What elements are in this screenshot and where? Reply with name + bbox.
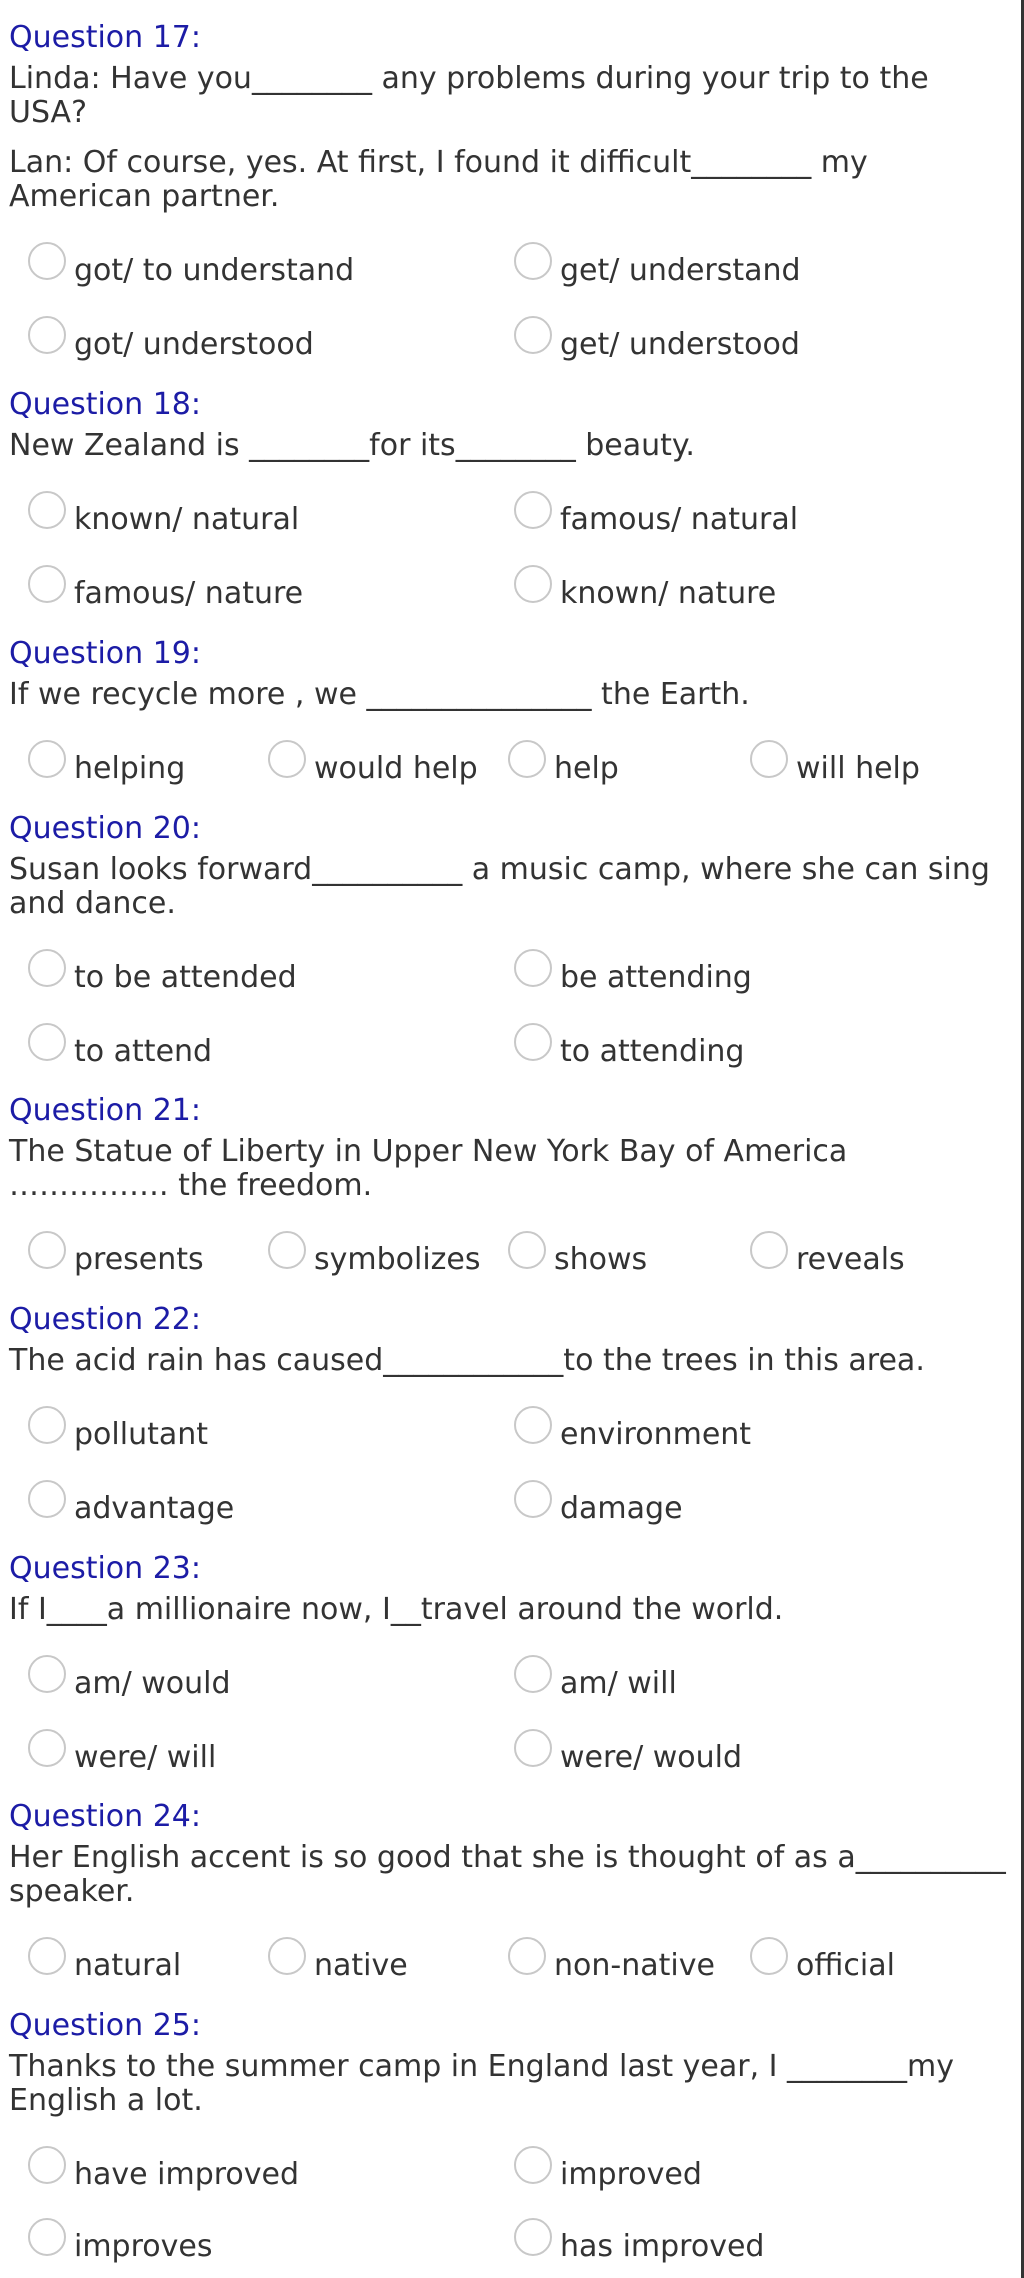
radio-button[interactable]: [514, 1655, 552, 1693]
radio-button[interactable]: [28, 949, 66, 987]
radio-button[interactable]: [514, 1406, 552, 1444]
option-label: known/ natural: [74, 502, 300, 537]
option-d[interactable]: [514, 1027, 744, 1071]
option-label: to attend: [74, 1034, 213, 1069]
option-label: natural: [74, 1948, 182, 1983]
option-label: damage: [560, 1491, 683, 1526]
option-label: were/ would: [560, 1740, 743, 1775]
option-label: pollutant: [74, 1417, 209, 1452]
question-title: Question 19:: [9, 636, 201, 671]
radio-button[interactable]: [268, 1231, 306, 1269]
option-b[interactable]: [268, 744, 478, 788]
option-c[interactable]: [28, 569, 303, 613]
option-b[interactable]: [514, 495, 798, 539]
option-label: presents: [74, 1242, 204, 1277]
option-label: famous/ nature: [74, 576, 304, 611]
question-title: Question 25:: [9, 2008, 201, 2043]
option-label: to be attended: [74, 960, 297, 995]
option-label: got/ to understand: [74, 253, 355, 288]
question-stem: Thanks to the summer camp in England last year, I ________my English a lot.: [9, 2049, 955, 2118]
option-label: am/ would: [74, 1666, 231, 1701]
question-stem: Linda: Have you________ any problems during your trip to the USA?: [9, 61, 929, 130]
option-label: were/ will: [74, 1740, 217, 1775]
radio-button[interactable]: [268, 1937, 306, 1975]
radio-button[interactable]: [28, 491, 66, 529]
radio-button[interactable]: [28, 1406, 66, 1444]
question-stem: Her English accent is so good that she is thought of as a__________ speaker.: [9, 1840, 1006, 1909]
question-title: Question 18:: [9, 387, 201, 422]
radio-button[interactable]: [28, 1937, 66, 1975]
radio-button[interactable]: [514, 491, 552, 529]
radio-button[interactable]: [28, 1231, 66, 1269]
option-c[interactable]: [28, 1484, 234, 1528]
option-c[interactable]: [28, 2222, 212, 2266]
option-c[interactable]: [508, 744, 619, 788]
radio-button[interactable]: [508, 1231, 546, 1269]
radio-button[interactable]: [750, 740, 788, 778]
question-stem: The Statue of Liberty in Upper New York Bay of America ……………. the freedom.: [9, 1134, 848, 1203]
option-label: helping: [74, 751, 186, 786]
option-label: improved: [560, 2157, 702, 2192]
option-c[interactable]: [508, 1235, 647, 1279]
option-a[interactable]: [28, 1410, 208, 1454]
question-title: Question 20:: [9, 811, 201, 846]
radio-button[interactable]: [514, 565, 552, 603]
option-label: famous/ natural: [560, 502, 799, 537]
option-a[interactable]: [28, 495, 299, 539]
option-b[interactable]: [514, 1659, 677, 1703]
radio-button[interactable]: [28, 1655, 66, 1693]
option-label: native: [314, 1948, 408, 1983]
option-a[interactable]: [28, 744, 185, 788]
option-label: be attending: [560, 960, 752, 995]
option-a[interactable]: [28, 1659, 231, 1703]
question-title: Question 24:: [9, 1799, 201, 1834]
option-a[interactable]: [28, 246, 354, 290]
question-stem: If we recycle more , we _______________ the Earth.: [9, 677, 750, 712]
option-a[interactable]: [28, 2150, 299, 2194]
radio-button[interactable]: [750, 1937, 788, 1975]
radio-button[interactable]: [28, 242, 66, 280]
option-label: to attending: [560, 1034, 745, 1069]
option-label: improves: [74, 2229, 213, 2264]
question-title: Question 22:: [9, 1302, 201, 1337]
radio-button[interactable]: [28, 316, 66, 354]
option-d[interactable]: [514, 1733, 742, 1777]
radio-button[interactable]: [514, 2146, 552, 2184]
radio-button[interactable]: [508, 1937, 546, 1975]
radio-button[interactable]: [514, 2218, 552, 2256]
option-label: official: [796, 1948, 895, 1983]
option-d[interactable]: [750, 1235, 905, 1279]
option-d[interactable]: [514, 1484, 683, 1528]
option-c[interactable]: [508, 1941, 715, 1985]
question-stem: The acid rain has caused____________to the trees in this area.: [9, 1343, 925, 1378]
option-d[interactable]: [514, 320, 800, 364]
question-stem: Susan looks forward__________ a music camp, where she can sing and dance.: [9, 852, 990, 921]
option-b[interactable]: [514, 246, 801, 290]
radio-button[interactable]: [514, 949, 552, 987]
radio-button[interactable]: [514, 1729, 552, 1767]
option-label: environment: [560, 1417, 752, 1452]
option-b[interactable]: [514, 1410, 751, 1454]
option-b[interactable]: [268, 1941, 408, 1985]
radio-button[interactable]: [28, 565, 66, 603]
option-d[interactable]: [514, 2222, 764, 2266]
question-title: Question 21:: [9, 1093, 201, 1128]
radio-button[interactable]: [514, 1480, 552, 1518]
option-b[interactable]: [514, 953, 752, 997]
radio-button[interactable]: [750, 1231, 788, 1269]
option-b[interactable]: [268, 1235, 481, 1279]
option-label: get/ understood: [560, 327, 800, 362]
option-label: am/ will: [560, 1666, 677, 1701]
radio-button[interactable]: [28, 2146, 66, 2184]
question-stem: New Zealand is ________for its________ beauty.: [9, 428, 695, 463]
question-title: Question 23:: [9, 1551, 201, 1586]
option-label: advantage: [74, 1491, 235, 1526]
radio-button[interactable]: [28, 1729, 66, 1767]
option-a[interactable]: [28, 953, 297, 997]
option-label: will help: [796, 751, 920, 786]
radio-button[interactable]: [514, 316, 552, 354]
radio-button[interactable]: [268, 740, 306, 778]
radio-button[interactable]: [28, 2218, 66, 2256]
option-a[interactable]: [28, 1235, 204, 1279]
question-stem: If I____a millionaire now, I__travel around the world.: [9, 1592, 784, 1627]
option-d[interactable]: [750, 744, 920, 788]
option-label: got/ understood: [74, 327, 314, 362]
option-a[interactable]: [28, 1941, 181, 1985]
option-d[interactable]: [750, 1941, 895, 1985]
radio-button[interactable]: [28, 740, 66, 778]
option-label: has improved: [560, 2229, 765, 2264]
option-label: help: [554, 751, 619, 786]
option-label: get/ understand: [560, 253, 801, 288]
option-c[interactable]: [28, 1027, 212, 1071]
option-label: non-native: [554, 1948, 715, 1983]
option-label: symbolizes: [314, 1242, 481, 1277]
radio-button[interactable]: [514, 1023, 552, 1061]
radio-button[interactable]: [508, 740, 546, 778]
option-label: have improved: [74, 2157, 300, 2192]
option-label: known/ nature: [560, 576, 777, 611]
question-stem-2: Lan: Of course, yes. At first, I found it difficult________ my American partner.: [9, 145, 868, 214]
radio-button[interactable]: [28, 1480, 66, 1518]
radio-button[interactable]: [514, 242, 552, 280]
option-label: reveals: [796, 1242, 905, 1277]
option-b[interactable]: [514, 2150, 702, 2194]
option-d[interactable]: [514, 569, 776, 613]
option-c[interactable]: [28, 1733, 216, 1777]
option-label: would help: [314, 751, 478, 786]
option-label: shows: [554, 1242, 648, 1277]
option-c[interactable]: [28, 320, 314, 364]
question-title: Question 17:: [9, 20, 201, 55]
radio-button[interactable]: [28, 1023, 66, 1061]
